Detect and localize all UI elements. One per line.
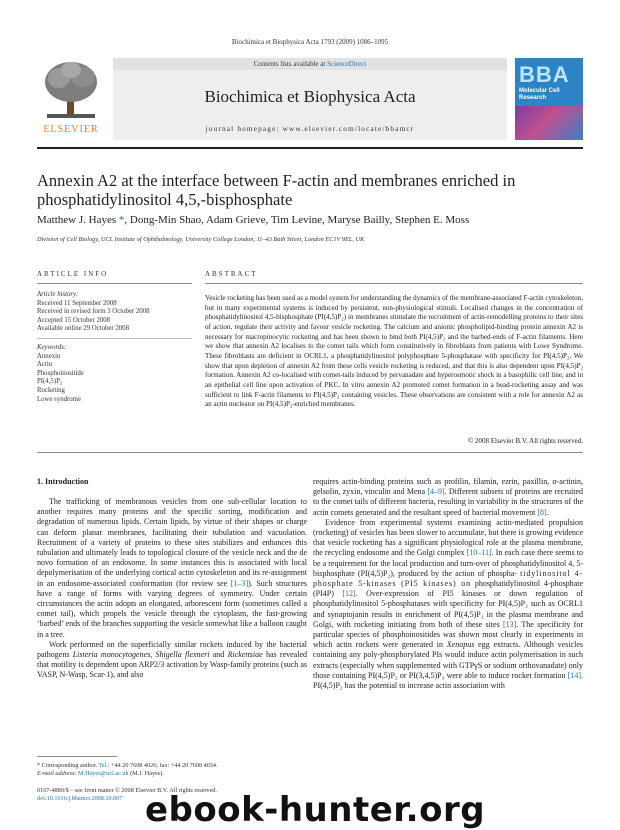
citation-link[interactable]: [13] [502, 619, 517, 629]
cover-subtitle: Molecular Cell Research [519, 88, 560, 101]
abstract-copyright: © 2008 Elsevier B.V. All rights reserved. [467, 437, 583, 445]
sciencedirect-link[interactable]: ScienceDirect [327, 60, 367, 68]
issn-line: 0167-4889/$ – see front matter © 2008 Elsevier B.V. All rights reserved. [37, 787, 217, 794]
header-divider [37, 147, 583, 149]
journal-header [37, 58, 583, 140]
journal-reference: Biochimica et Biophysica Acta 1793 (2009) 1086–1095 [231, 38, 389, 46]
keywords [37, 344, 192, 404]
citation-link[interactable]: [1–3] [230, 578, 249, 588]
section-heading-introduction: 1. Introduction [37, 477, 89, 486]
keyword-item: Actin [37, 361, 53, 369]
cover-artwork [515, 106, 583, 140]
doi-link[interactable]: doi:10.1016/j.bbamcr.2008.10.007 [37, 795, 123, 802]
info-separator [37, 338, 192, 339]
history-online: Available online 29 October 2008 [37, 325, 129, 333]
watermark-text: ebook-hunter.org [145, 790, 486, 830]
corresponding-author-footnote: * Corresponding author. Tel.: +44 20 7608 4026; fax: +44 20 7608 4034. E-mail address: M.Hayes@ucl.ac.uk (M.J. Hayes). [37, 762, 218, 777]
publisher-wordmark: ELSEVIER [43, 124, 99, 135]
body-column-left [37, 497, 307, 681]
abstract-text: Vesicle rocketing has been used as a model system for understanding the dynamics of the membrane-associated F-actin cytoskeleton, but in many experimental systems is induced by persistent, non-physiological stimuli. Localised changes in the concentration of phosphatidylinositol 4,5-bisphosphate (PI(4,5)P₂) in membranes stimulate the recruitment of actin-remodelling proteins to their sites of action, regulate their activity and favour vesicle rocketing. The calcium and anionic phospholipid-binding protein annexin A2 is necessary for macropinocytic rocketing and has been shown to bind both PI(4,5)P₂ and the barbed-ends of F-actin filaments. Here we show that annexin A2 localises to the comet tails which form constitutively in fibroblasts from patients with Lowe Syndrome. These fibroblasts are deficient in OCRL1, a phosphatidylinositol polyphosphate 5-phosphatase with specificity for PI(4,5)P₂. We show that upon depletion of annexin A2 from these cells vesicle rocketing is reduced, and that this is also dependent upon PI(4,5)P₂ formation. Annexin A2 co-localised with comet-tails induced by pervanadate and hyperosmotic shock in a basophilic cell line, and in an epithelial cell line upon activation of PKC. In vitro annexin A2 promoted comet formation in a bead-rocketing assay and was sufficient to link F-actin filaments to PI(4,5)P₂ containing vesicles. These observations are consistent with a role for annexin A2 as an actin nucleator on PI(4,5)P₂-enriched membranes. [205, 294, 583, 409]
cover-title: BBA [519, 62, 570, 87]
keyword-item: Phosphoinositide [37, 369, 84, 377]
history-revised: Received in revised form 3 October 2008 [37, 308, 150, 316]
paragraph: The trafficking of membranous vesicles from one sub-cellular location to another requires many proteins and the specific sorting, modification and degradation of numerous lipids. Certain lipids, by virtue of their shapes or charge can deform planar membranes, facilitating their tubulation and vacuolation. Recruitment of a variety of proteins to these sites stabilizes and enhances this tubulation and ultimately leads to topological closure of the vesicle neck and the de novo formation of an endosome. In some instances this is associated with local depolymerisation of the underlying cortical actin cytoskeleton and its re-assignment in an endosome-associated conformation (for review see [1–3]). Such structures have a range of forms with varying degrees of symmetry. Under certain circumstances the actin adopts an elongated, arborescent form (sometimes called a comet tail), which propels the vesicle through the cytoplasm, the fast-growing ‘barbed’ ends of the branches supporting the vesicle somewhat like a balloon caught in a tree. [37, 497, 308, 639]
keyword-item: PI(4,5)P₂ [37, 378, 63, 386]
tel-link[interactable]: Tel.: [98, 762, 110, 769]
corresponding-author-mark[interactable]: * [116, 214, 125, 226]
abstract-rule [205, 283, 583, 284]
citation-link[interactable]: [14] [567, 670, 581, 680]
journal-banner [113, 58, 507, 140]
abstract-heading: ABSTRACT [205, 270, 258, 278]
citation-link[interactable]: [12] [342, 589, 356, 599]
footnote-rule [37, 756, 117, 757]
citation-link[interactable]: [4–9] [427, 487, 445, 497]
history-accepted: Accepted 15 October 2008 [37, 316, 111, 324]
contents-line: Contents lists available at ScienceDirect [253, 60, 367, 68]
paragraph: Work performed on the superficially similar rockets induced by the bacterial pathogens Listeria monocytogenes, Shigella flexneri and Rickettsiae has revealed that motility is dependent upon ARP2/3 activation by Wasp-family proteins (such as VASP, N-Wasp, Scar-1), and also [37, 639, 307, 680]
article-info-heading: ARTICLE INFO [37, 270, 109, 278]
citation-link[interactable]: [10–11] [466, 548, 492, 558]
affiliation: Division of Cell Biology, UCL Institute of Ophthalmology, University College London, 11–43 Bath Street, London EC1V 9EL, UK [37, 236, 365, 243]
keyword-item: Rocketing [37, 386, 65, 394]
body-column-right [313, 477, 583, 691]
article-info-rule [37, 283, 192, 284]
journal-homepage-link[interactable]: journal homepage: www.elsevier.com/locate/bbamcr [205, 125, 415, 133]
paragraph: Evidence from experimental systems examining actin-mediated propulsion (rocketing) of vesicles has been slower to accumulate, but there is growing evidence that vesicle rocketing has a significant physiological role at the plasma membrane, the recycling endosome and the Golgi complex [10–11]. In each case there seems to be a requirement for the local production and turn-over of phosphatidylinositol 4, 5-bisphosphate (PI(4,5)P₂), produced by the action of phospha- tidylinositol 4-phosphate 5-kinases (PI5 kinases) on phosphatidylinositol 4-phosphate (PI4P) [12]. Over-expression of PI5 kinases or down regulation of phosphatidylinositol 5-phosphatases with specificity for PI(4,5)P₂ such as OCRL1 and synaptojanin results in enrichment of PI(4,5)P₂ in the plasma membrane and Golgi, with rocketing initiating from both of these sites [13]. The specificity for particular species of phosphoinositides was shown most clearly in experiments in which actin rockets were generated in Xenopus egg extracts. Although vesicles containing any poly-phosphorylated PIs would induce actin polymerisation in such extracts (especially when supplemented with GTPγS or sodium orthovanadate) only those containing PI(4,5)P₂ or PI(3,4,5)P₃ were able to induce rocket formation [14]. PI(4,5)P₂ has the potential to increase actin association with [313, 517, 584, 691]
citation-link[interactable]: [8] [537, 507, 547, 517]
article-history [37, 291, 192, 334]
journal-title: Biochimica et Biophysica Acta [204, 87, 416, 106]
keywords-label: Keywords: [37, 344, 67, 351]
elsevier-tree-logo [37, 60, 105, 134]
author-list: Matthew J. Hayes *, Dong-Min Shao, Adam Grieve, Tim Levine, Maryse Bailly, Stephen E. Moss [37, 214, 470, 226]
article-title: Annexin A2 at the interface between F-actin and membranes enriched in phosphatidylinositol 4,5,-bisphosphate [37, 171, 516, 209]
journal-cover-image [515, 58, 583, 140]
email-link[interactable]: M.Hayes@ucl.ac.uk [78, 770, 129, 777]
history-received: Received 11 September 2008 [37, 299, 117, 307]
abstract-bottom-rule [37, 452, 583, 453]
keyword-item: Annexin [37, 352, 61, 360]
history-label: Article history: [37, 291, 79, 298]
keyword-item: Lowe syndrome [37, 395, 81, 403]
paragraph: requires actin-binding proteins such as profilin, filamin, ezrin, paxillin, α-actinin, gelsolin, zyxin, vinculin and Mena [4–9]. Different subsets of proteins are recruited to the comet tails of different bacteria, resulting in variability in the structures of the actin comets generated and the resultant speed of bacterial movement [8]. [313, 477, 584, 517]
